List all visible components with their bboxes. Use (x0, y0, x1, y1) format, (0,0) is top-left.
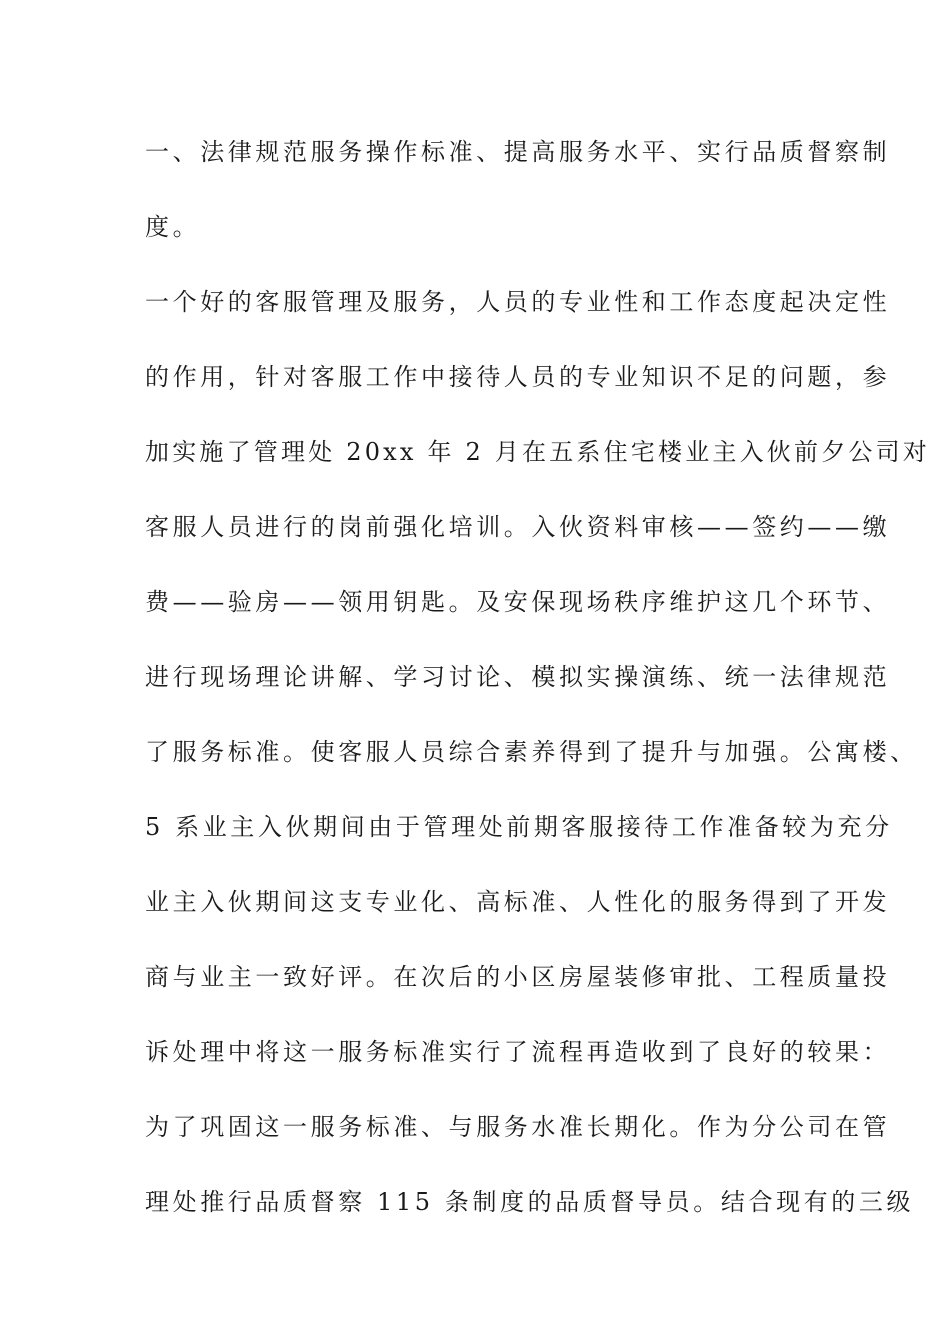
text-line: 客服人员进行的岗前强化培训。入伙资料审核——签约——缴 (145, 513, 891, 541)
text-line: 费——验房——领用钥匙。及安保现场秩序维护这几个环节、 (145, 588, 891, 616)
text-line: 加实施了管理处 20xx 年 2 月在五系住宅楼业主入伙前夕公司对 (145, 438, 930, 466)
text-line: 了服务标准。使客服人员综合素养得到了提升与加强。公寓楼、 (145, 738, 918, 766)
text-line: 进行现场理论讲解、学习讨论、模拟实操演练、统一法律规范 (145, 663, 891, 691)
text-line: 理处推行品质督察 115 条制度的品质督导员。结合现有的三级 (145, 1188, 915, 1216)
text-line: 5 系业主入伙期间由于管理处前期客服接待工作准备较为充分 (145, 813, 893, 841)
text-line: 业主入伙期间这支专业化、高标准、人性化的服务得到了开发 (145, 888, 891, 916)
text-line: 商与业主一致好评。在次后的小区房屋装修审批、工程质量投 (145, 963, 891, 991)
text-line: 诉处理中将这一服务标准实行了流程再造收到了良好的较果： (145, 1038, 891, 1066)
text-line: 一个好的客服管理及服务，人员的专业性和工作态度起决定性 (145, 288, 891, 316)
text-line: 度。 (145, 213, 201, 241)
text-line: 为了巩固这一服务标准、与服务水准长期化。作为分公司在管 (145, 1113, 891, 1141)
text-line: 的作用，针对客服工作中接待人员的专业知识不足的问题，参 (145, 363, 891, 391)
text-line: 一、法律规范服务操作标准、提高服务水平、实行品质督察制 (145, 138, 891, 166)
